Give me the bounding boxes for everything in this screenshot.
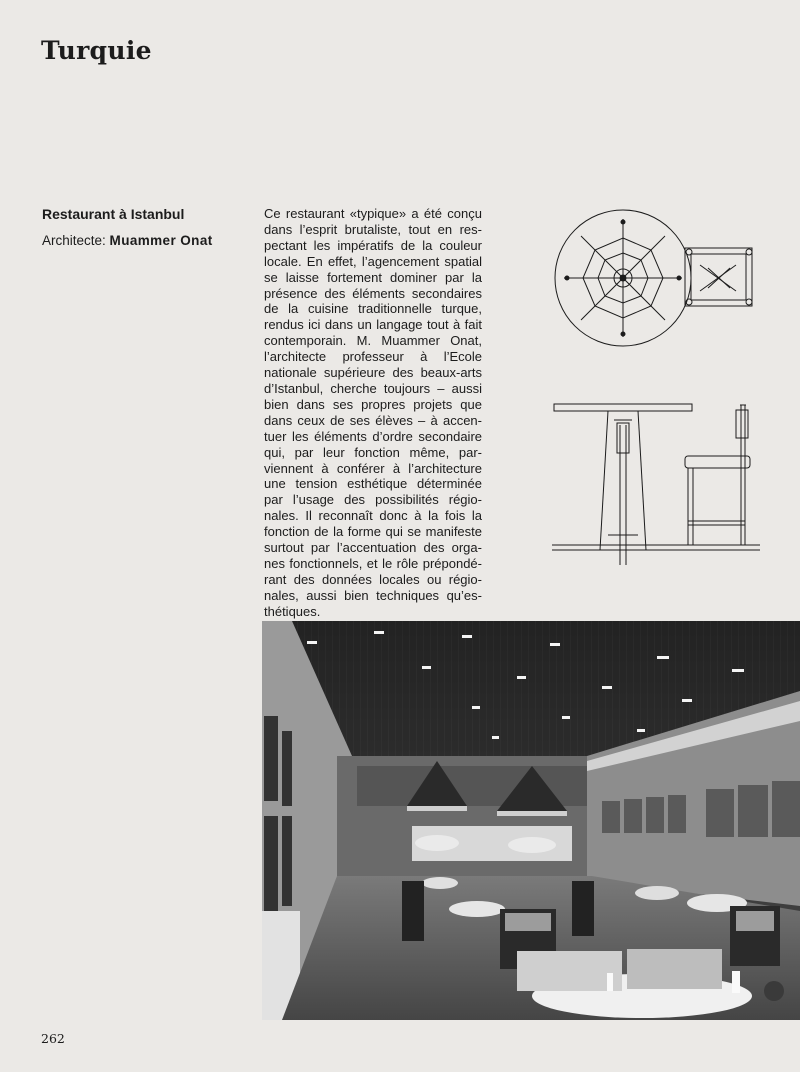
chair-plan-drawing: [685, 248, 752, 306]
left-wall-panels: [264, 716, 292, 916]
architect-name: Muammer Onat: [109, 233, 213, 248]
ground-line: [552, 545, 760, 550]
table-elevation-drawing: [554, 404, 692, 565]
page-title: Turquie: [41, 36, 152, 65]
table-chair-drawing-icon: [548, 205, 763, 575]
page-number: 262: [41, 1031, 65, 1046]
article-body: Ce restaurant «typique» a été conçu dans l’esprit brutaliste, tout en respectant les impératifs de la couleur locale. En effet, l’agencement spatial se laisse fortement dominer par la présence des éléments secondaires de la cuisine traditionnelle turque, rendus ici dans un langage tout à fait contemporain. M. Muammer Onat, l’architecte professeur à l’Ecole nationale supérieure des beaux-arts d’Istanbul, cherche toujours – aussi bien dans ses propres projets que dans ceux de ses élèves – à accentuer les éléments d’ordre secondaire qui, par leur fonction même, parviennent à conférer à l’architecture une tension esthétique déterminée par l’usage des possibilités régionales. Il reconnaît donc à la fois la fonction de la forme qui se manifeste surtout par l’accentuation des organes fonctionnels, et le rôle prépondérant des données locales ou régionales, aussi bien techniques qu’esthétiques.: [264, 206, 482, 619]
chair-elevation-drawing: [685, 405, 750, 545]
architect-label: Architecte:: [42, 233, 106, 248]
article-heading: Restaurant à Istanbul: [42, 206, 185, 222]
architect-credit: [42, 233, 213, 248]
table-plan-drawing: [555, 210, 691, 346]
restaurant-interior-photo-icon: [262, 621, 800, 1020]
